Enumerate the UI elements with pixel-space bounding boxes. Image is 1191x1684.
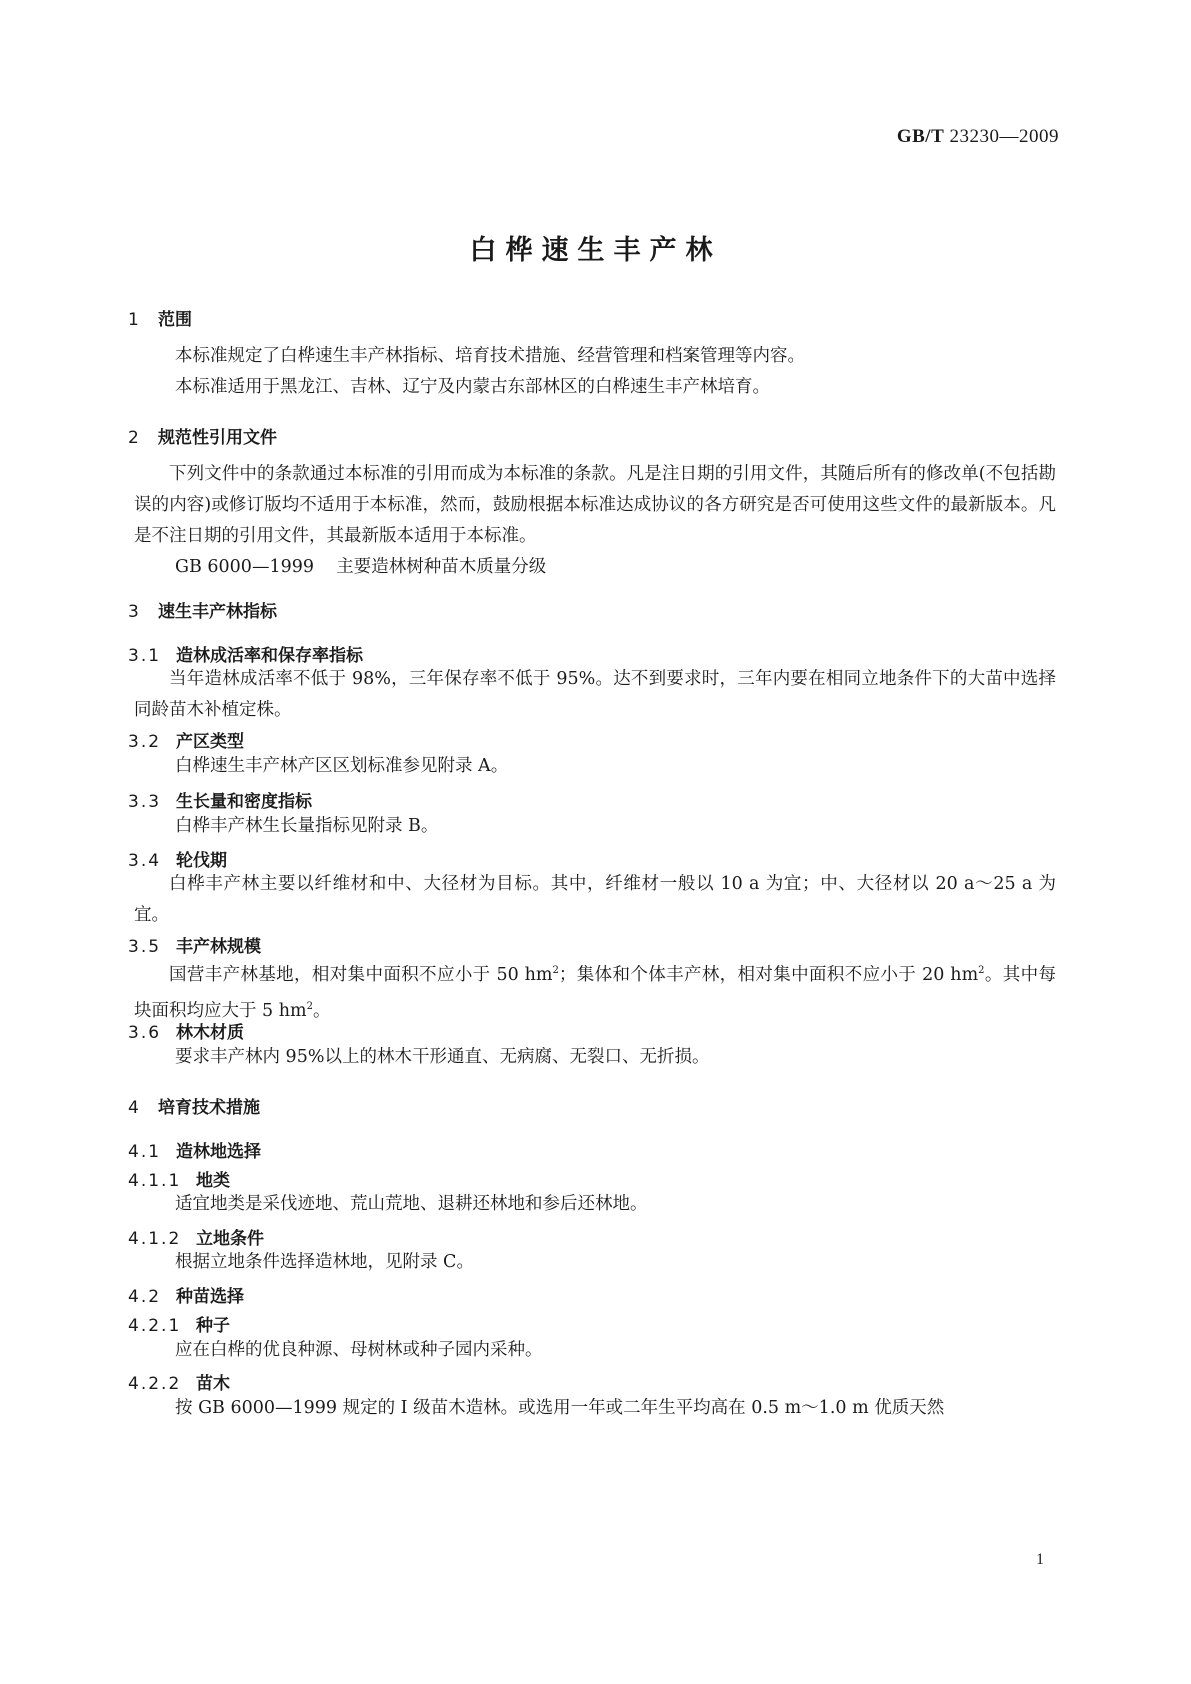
subsection-number: 4.1 bbox=[128, 1142, 162, 1162]
paragraph: 本标准规定了白桦速生丰产林指标、培育技术措施、经营管理和档案管理等内容。 bbox=[175, 346, 805, 366]
reference-title: 主要造林树种苗木质量分级 bbox=[336, 557, 547, 577]
paragraph-text: ；集体和个体丰产林，相对集中面积不应小于 20 hm bbox=[558, 964, 979, 985]
normative-reference bbox=[175, 552, 546, 583]
subsection-title: 苗木 bbox=[196, 1374, 230, 1394]
subsection-number: 3.1 bbox=[128, 646, 162, 666]
paragraph-text: 。其中每块面积均应大于 5 hm bbox=[134, 964, 1057, 1021]
subsection-number: 3.5 bbox=[128, 937, 162, 957]
section-title: 范围 bbox=[158, 310, 192, 330]
paragraph: 白桦丰产林生长量指标见附录 B。 bbox=[175, 816, 439, 836]
paragraph: 要求丰产林内 95%以上的林木干形通直、无病腐、无裂口、无折损。 bbox=[175, 1047, 710, 1067]
subsection-number: 4.2 bbox=[128, 1287, 162, 1307]
subsection-number: 4.2.1 bbox=[128, 1316, 182, 1336]
subsection-heading bbox=[128, 1018, 244, 1043]
subsection-title: 产区类型 bbox=[176, 732, 244, 752]
subsection-heading bbox=[128, 1311, 230, 1336]
subsection-number: 4.2.2 bbox=[128, 1374, 182, 1394]
page-number: 1 bbox=[1036, 1551, 1044, 1568]
document-title: 白桦速生丰产林 bbox=[469, 235, 722, 266]
paragraph: 适宜地类是采伐迹地、荒山荒地、退耕还林地和参后还林地。 bbox=[175, 1194, 648, 1214]
subsection-title: 地类 bbox=[196, 1171, 230, 1191]
subsection-number: 3.6 bbox=[128, 1023, 162, 1043]
section-title: 培育技术措施 bbox=[158, 1098, 260, 1118]
section-heading bbox=[128, 597, 277, 622]
subsection-title: 种子 bbox=[196, 1316, 230, 1336]
standard-code-prefix: GB/T bbox=[896, 126, 945, 147]
subsection-heading bbox=[128, 727, 244, 752]
subsection-heading bbox=[128, 1166, 230, 1191]
subsection-number: 3.2 bbox=[128, 732, 162, 752]
superscript: 2 bbox=[552, 965, 559, 976]
subsection-title: 立地条件 bbox=[196, 1229, 264, 1249]
subsection-number: 4.1.1 bbox=[128, 1171, 182, 1191]
subsection-heading bbox=[128, 846, 227, 871]
paragraph: 按 GB 6000—1999 规定的 Ⅰ 级苗木造林。或选用一年或二年生平均高在 0.5 m～1.0 m 优质天然 bbox=[175, 1398, 945, 1418]
section-number: 4 bbox=[128, 1098, 141, 1118]
paragraph bbox=[134, 955, 1056, 1027]
paragraph: 应在白桦的优良种源、母树林或种子园内采种。 bbox=[175, 1340, 543, 1360]
subsection-title: 造林成活率和保存率指标 bbox=[176, 646, 363, 666]
superscript: 2 bbox=[306, 1000, 313, 1012]
subsection-title: 林木材质 bbox=[176, 1023, 244, 1043]
paragraph: 白桦速生丰产林产区区划标准参见附录 A。 bbox=[175, 756, 509, 776]
subsection-heading bbox=[128, 641, 363, 666]
section-number: 1 bbox=[128, 310, 141, 330]
section-number: 3 bbox=[128, 602, 141, 622]
paragraph-text: 国营丰产林基地，相对集中面积不应小于 50 hm bbox=[169, 964, 553, 985]
section-heading bbox=[128, 305, 192, 330]
paragraph: 根据立地条件选择造林地，见附录 C。 bbox=[175, 1252, 474, 1272]
subsection-heading bbox=[128, 1224, 264, 1249]
paragraph-text: 。 bbox=[313, 1000, 331, 1021]
subsection-title: 种苗选择 bbox=[176, 1287, 244, 1307]
subsection-heading bbox=[128, 932, 261, 957]
section-title: 规范性引用文件 bbox=[158, 428, 277, 448]
subsection-heading bbox=[128, 787, 312, 812]
subsection-title: 丰产林规模 bbox=[176, 937, 261, 957]
subsection-title: 轮伐期 bbox=[176, 851, 227, 871]
paragraph: 当年造林成活率不低于 98%，三年保存率不低于 95%。达不到要求时，三年内要在相同立地条件下的大苗中选择同龄苗木补植定株。 bbox=[134, 669, 1056, 720]
subsection-title: 生长量和密度指标 bbox=[176, 792, 312, 812]
reference-code: GB 6000—1999 bbox=[175, 557, 314, 577]
section-title: 速生丰产林指标 bbox=[158, 602, 277, 622]
subsection-heading bbox=[128, 1369, 230, 1394]
subsection-number: 4.1.2 bbox=[128, 1229, 182, 1249]
standard-code bbox=[897, 126, 1059, 148]
subsection-heading bbox=[128, 1282, 244, 1307]
subsection-number: 3.3 bbox=[128, 792, 162, 812]
section-heading bbox=[128, 423, 277, 448]
paragraph: 本标准适用于黑龙江、吉林、辽宁及内蒙古东部林区的白桦速生丰产林培育。 bbox=[175, 377, 770, 397]
paragraph: 下列文件中的条款通过本标准的引用而成为本标准的条款。凡是注日期的引用文件，其随后所有的修改单(不包括勘误的内容)或修订版均不适用于本标准，然而，鼓励根据本标准达成协议的各方研究是否可使用这些文件的最新版本。凡是不注日期的引用文件，其最新版本适用于本标准。 bbox=[134, 464, 1056, 546]
paragraph: 白桦丰产林主要以纤维材和中、大径材为目标。其中，纤维材一般以 10 a 为宜；中、大径材以 20 a～25 a 为宜。 bbox=[134, 874, 1056, 925]
subsection-heading bbox=[128, 1137, 261, 1162]
superscript: 2 bbox=[978, 965, 985, 976]
subsection-number: 3.4 bbox=[128, 851, 162, 871]
section-heading bbox=[128, 1093, 260, 1118]
section-number: 2 bbox=[128, 428, 141, 448]
standard-code-number: 23230—2009 bbox=[949, 126, 1059, 147]
subsection-title: 造林地选择 bbox=[176, 1142, 261, 1162]
